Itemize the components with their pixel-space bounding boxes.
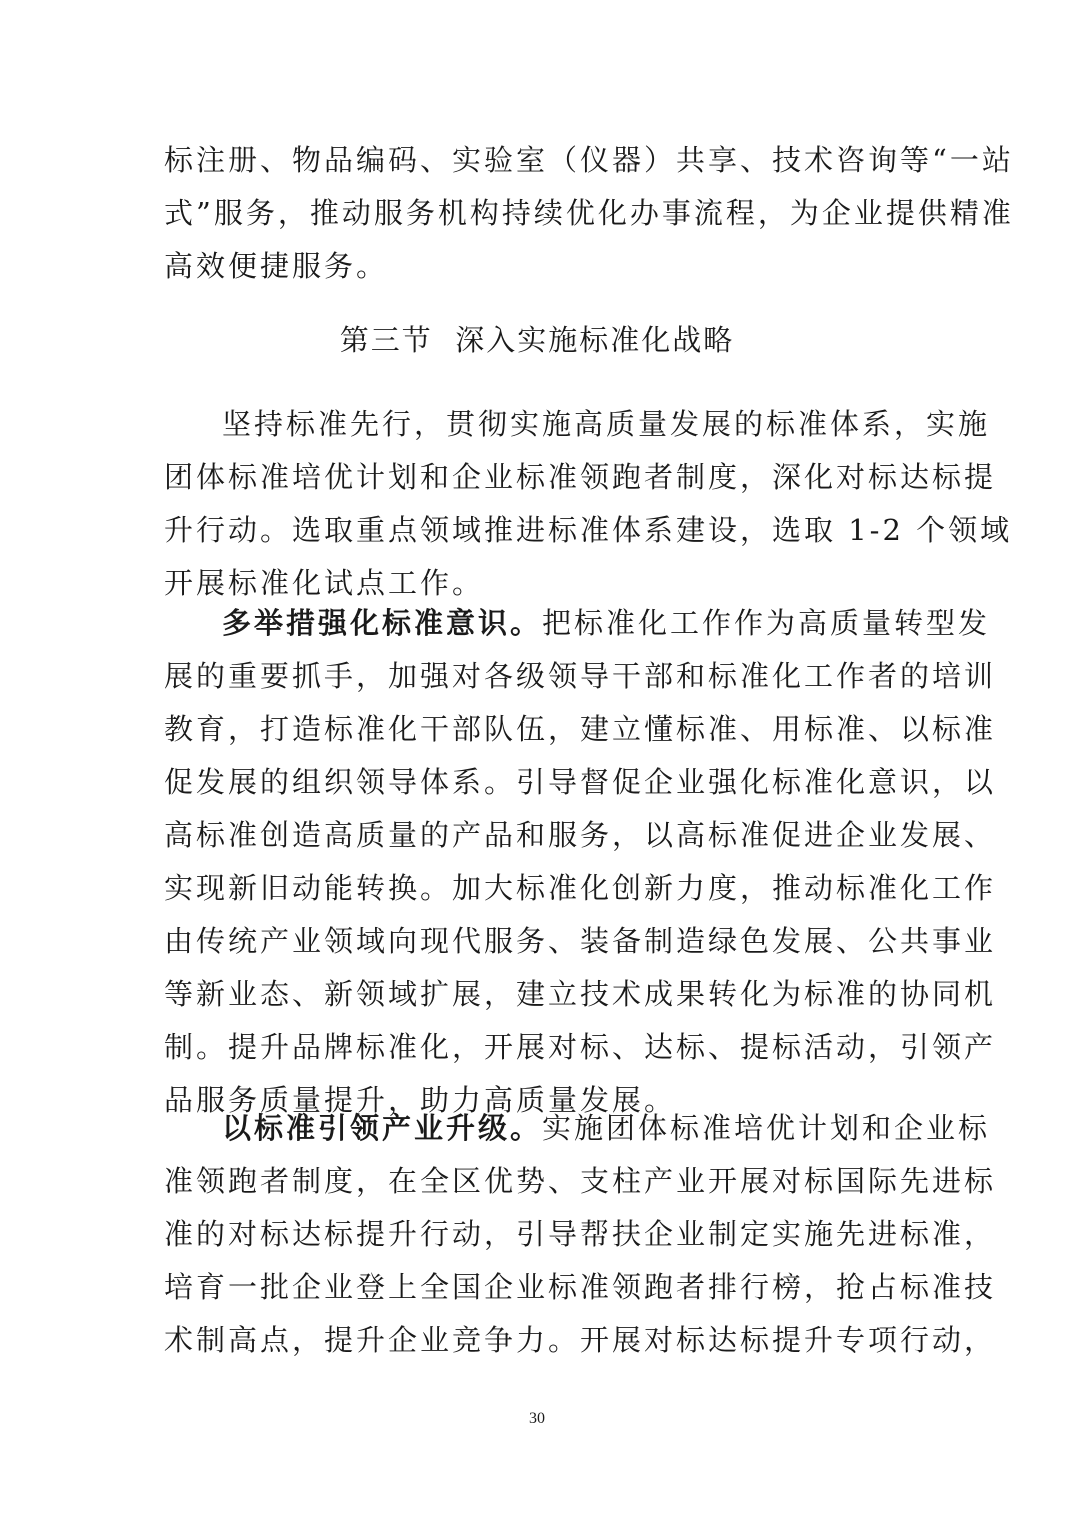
text-line: 团体标准培优计划和企业标准领跑者制度，深化对标达标提: [164, 460, 997, 494]
text-line: [164, 597, 991, 650]
text-line: 教育，打造标准化干部队伍，建立懂标准、用标准、以标准: [164, 712, 997, 746]
text-line: 式”服务，推动服务机构持续优化办事流程，为企业提供精准: [164, 196, 1014, 230]
text-line: 坚持标准先行，贯彻实施高质量发展的标准体系，实施: [222, 407, 991, 441]
text-line: 促发展的组织领导体系。引导督促企业强化标准化意识，以: [164, 765, 997, 799]
paragraph-lead: 以标准引领产业升级。: [222, 1111, 543, 1145]
paragraph-lead-rest: 实施团体标准培优计划和企业标: [542, 1111, 991, 1145]
paragraph-standard-awareness: [164, 597, 997, 1127]
text-line: 展的重要抓手，加强对各级领导干部和标准化工作者的培训: [164, 659, 997, 693]
text-line: 高效便捷服务。: [164, 249, 389, 283]
text-line: [164, 1102, 991, 1155]
text-line: 术制高点，提升企业竞争力。开展对标达标提升专项行动，: [164, 1323, 997, 1357]
text-line: 等新业态、新领域扩展，建立技术成果转化为标准的协同机: [164, 977, 997, 1011]
section-title: 第三节 深入实施标准化战略: [339, 323, 735, 357]
text-line: 高标准创造高质量的产品和服务，以高标准促进企业发展、: [164, 818, 997, 852]
top-paragraph: [164, 134, 1014, 293]
paragraph-industry-upgrade: [164, 1102, 997, 1367]
text-line: 实现新旧动能转换。加大标准化创新力度，推动标准化工作: [164, 871, 997, 905]
text-line: 制。提升品牌标准化，开展对标、达标、提标活动，引领产: [164, 1030, 997, 1064]
paragraph-standard-first: [164, 398, 1013, 610]
text-line: 开展标准化试点工作。: [164, 566, 485, 600]
text-line: 准的对标达标提升行动，引导帮扶企业制定实施先进标准，: [164, 1217, 997, 1251]
text-line: 升行动。选取重点领域推进标准体系建设，选取 1-2 个领域: [164, 513, 1013, 547]
text-line: 培育一批企业登上全国企业标准领跑者排行榜，抢占标准技: [164, 1270, 997, 1304]
text-line: 由传统产业领域向现代服务、装备制造绿色发展、公共事业: [164, 924, 997, 958]
text-line: 准领跑者制度，在全区优势、支柱产业开展对标国际先进标: [164, 1164, 997, 1198]
page-number: 30: [529, 1410, 545, 1427]
text-line: 品服务质量提升，助力高质量发展。: [164, 1083, 677, 1117]
text-line: 标注册、物品编码、实验室（仪器）共享、技术咨询等“一站: [164, 143, 1014, 177]
paragraph-lead: 多举措强化标准意识。: [222, 606, 543, 640]
paragraph-lead-rest: 把标准化工作作为高质量转型发: [542, 606, 991, 640]
